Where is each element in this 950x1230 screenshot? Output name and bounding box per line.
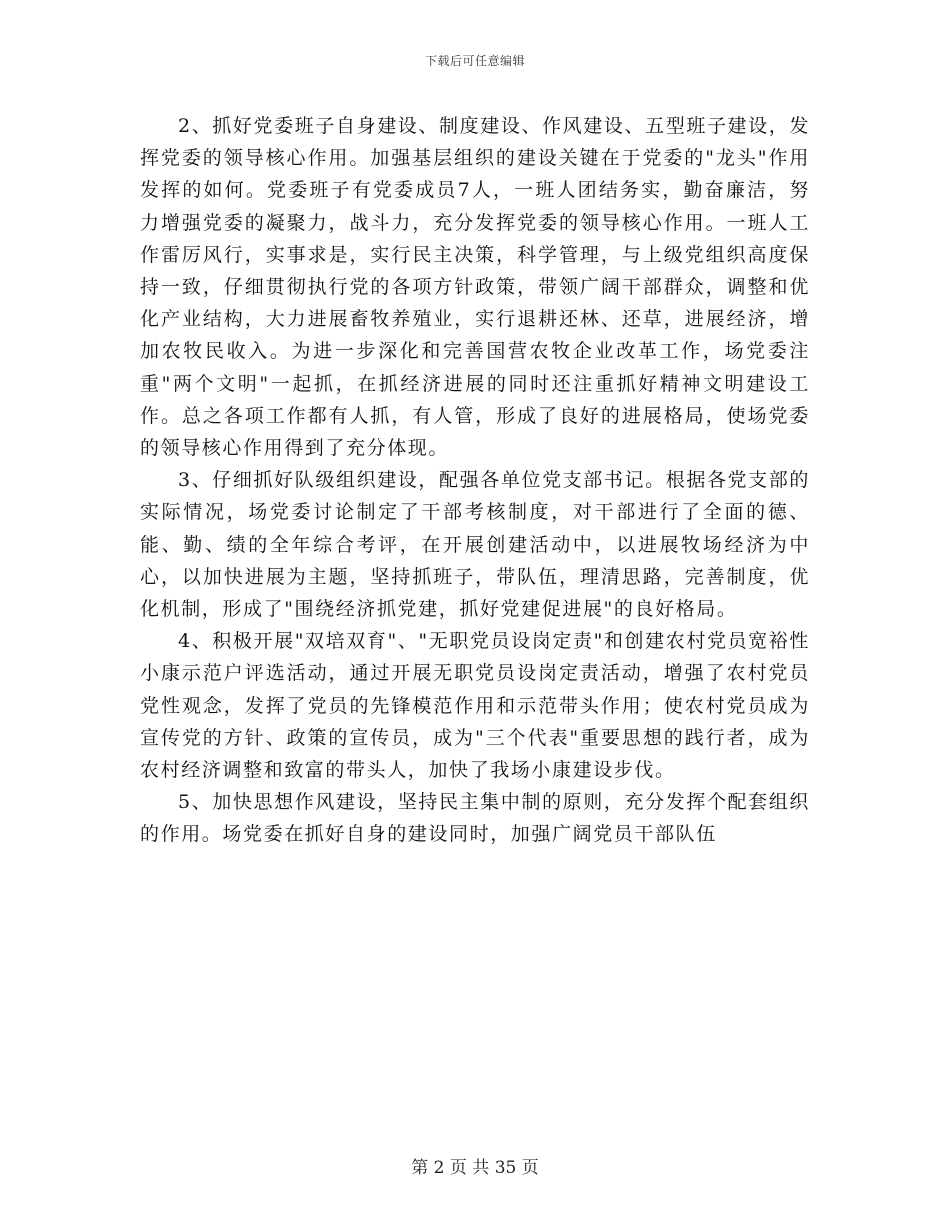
paragraph-item-4: 4、积极开展"双培双育"、"无职党员设岗定责"和创建农村党员宽裕性小康示范户评选活动，通过开展无职党员设岗定责活动，增强了农村党员党性观念，发挥了党员的先锋模范作用和示范带头作用；使农村党员成为宣传党的方针、政策的宣传员，成为"三个代表"重要思想的践行者，成为农村经济调整和致富的带头人，加快了我场小康建设步伐。 xyxy=(140,630,810,782)
page-number-footer: 第 2 页 共 35 页 xyxy=(411,1158,539,1178)
paragraph-item-2: 2、抓好党委班子自身建设、制度建设、作风建设、五型班子建设，发挥党委的领导核心作用。加强基层组织的建设关键在于党委的"龙头"作用发挥的如何。党委班子有党委成员7人，一班人团结务实，勤奋廉洁，努力增强党委的凝聚力，战斗力，充分发挥党委的领导核心作用。一班人工作雷厉风行，实事求是，实行民主决策，科学管理，与上级党组织高度保持一致，仔细贯彻执行党的各项方针政策，带领广阔干部群众，调整和优化产业结构，大力进展畜牧养殖业，实行退耕还林、还草，进展经济，增加农牧民收入。为进一步深化和完善国营农牧企业改革工作，场党委注重"两个文明"一起抓，在抓经济进展的同时还注重抓好精神文明建设工作。总之各项工作都有人抓，有人管，形成了良好的进展格局，使场党委的领导核心作用得到了充分体现。 xyxy=(140,115,810,460)
page-header: 下载后可任意编辑 xyxy=(424,54,525,68)
document-body xyxy=(140,110,810,851)
paragraph-item-5: 5、加快思想作风建设，坚持民主集中制的原则，充分发挥个配套组织的作用。场党委在抓好自身的建设同时，加强广阔党员干部队伍 xyxy=(140,791,810,846)
paragraph-item-3: 3、仔细抓好队级组织建设，配强各单位党支部书记。根据各党支部的实际情况，场党委讨论制定了干部考核制度，对干部进行了全面的德、能、勤、绩的全年综合考评，在开展创建活动中，以进展牧场经济为中心，以加快进展为主题，坚持抓班子，带队伍，理清思路，完善制度，优化机制，形成了"围绕经济抓党建，抓好党建促进展"的良好格局。 xyxy=(140,469,810,621)
